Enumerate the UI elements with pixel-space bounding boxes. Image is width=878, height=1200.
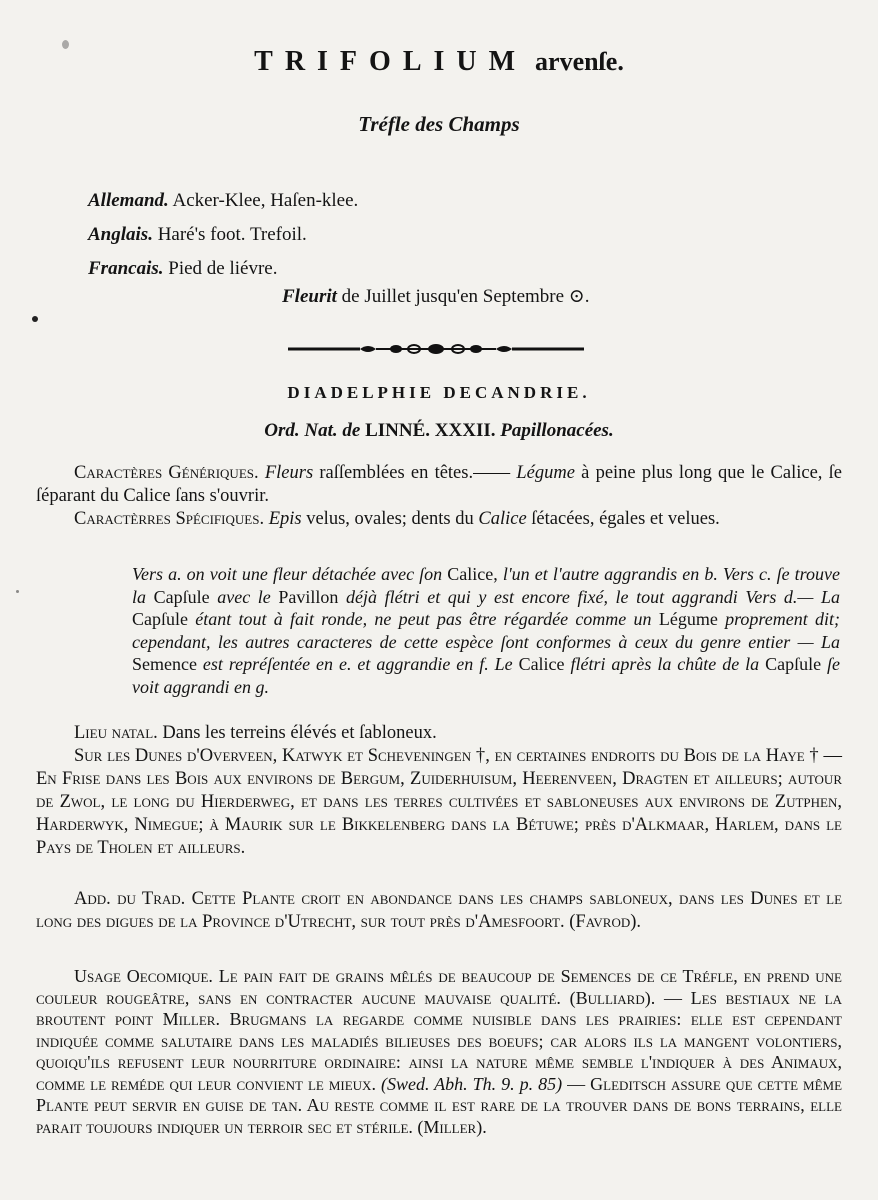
figure-text: l'un et l'autre aggrandis en b. Vers c. ſe trouve la — [132, 564, 840, 607]
figure-term: Capſule — [153, 586, 210, 607]
figure-text: proprement dit; cependant, les autres caracteres de cette espèce ſont conformes à ceux du genre entier — La — [132, 609, 840, 652]
ink-speck — [16, 590, 19, 593]
habitat-text: Sur les Dunes d'Overveen, Katwyk et Scheveningen †, en certaines endroits du Bois de la Haye † — En Friſe dans les Bois aux environs de Bergum, Zuiderhuisum, Heerenveen, Dragten et ailleurs; autour de Zwol, le long du Hierderweg, et dans les terres cultivées et ſabloneuſes aux environs de Zutphen, Harderwyk, Nimegue; à Maurik ſur le Bikkelenberg dans la Bétuwe; près d'Alkmaar, Harlem, dans le Pays de Tholen et ailleurs. — [36, 746, 842, 858]
figure-text: flétri après la chûte de la — [570, 654, 760, 674]
ord-number: XXXII. — [434, 420, 496, 441]
habitat-label: Lieu natal. — [74, 723, 158, 743]
figure-term: Calice, — [447, 564, 498, 584]
habitat-intro — [36, 722, 842, 745]
ink-speck — [62, 40, 69, 49]
habitat-intro-text: Dans les terreins élévés et ſabloneux. — [162, 723, 437, 743]
common-name-german — [88, 184, 358, 218]
language-label: Francais. — [88, 258, 164, 279]
common-name-text: Acker-Klee, Haſen-klee. — [172, 190, 359, 211]
translator-text: Cette Plante croit en abondance dans les champs ſabloneux, dans les Dunes et le long des digues de la Province d'Utrecht, ſur tout près d'Amesfoort. (Favrod). — [36, 889, 843, 932]
generic-text: raſſemblées en têtes.—— — [319, 463, 511, 483]
ornament-divider — [288, 340, 584, 358]
economic-use-section — [36, 966, 842, 1138]
classification-heading: DIADELPHIE DECANDRIE. — [287, 383, 591, 402]
ink-speck — [32, 316, 38, 322]
ord-family: Papillonacées. — [500, 420, 614, 441]
generic-characters — [36, 462, 842, 508]
page-title — [0, 46, 878, 78]
figure-text: est repréſentée en e. et aggrandie en f. Le — [202, 654, 513, 674]
economic-label: Usage Oecomique. — [74, 966, 213, 986]
ord-label: Ord. Nat. de — [264, 420, 361, 441]
specific-label: Caractèrres Spécifiques. — [74, 509, 265, 529]
flowering-period — [282, 285, 589, 308]
figure-term: Calice — [518, 654, 565, 674]
figure-text: ſe voit aggrandi en g. — [132, 654, 841, 697]
figure-text: déjà flétri et qui y est encore fixé, le tout aggrandi Vers d.— La — [346, 586, 841, 607]
economic-citation: (Swed. Abh. Th. 9. p. 85) — [380, 1073, 563, 1094]
translator-note — [36, 888, 842, 934]
habitat-section — [36, 722, 842, 860]
figure-text: avec le — [217, 586, 271, 607]
flowering-text: de Juillet jusqu'en Septembre ⊙. — [341, 286, 590, 307]
generic-term: Légume — [516, 463, 575, 483]
common-name-french — [88, 252, 358, 286]
characters-section — [36, 462, 842, 531]
common-name-english — [88, 218, 358, 252]
common-names — [88, 184, 358, 286]
figure-term: Capſule — [132, 609, 188, 629]
natural-order — [0, 420, 878, 442]
figure-text: Vers a. on voit une fleur détachée avec ſon — [132, 564, 443, 584]
common-name-text: Pied de liévre. — [168, 258, 278, 279]
specific-term: Calice — [478, 509, 527, 529]
economic-paragraph — [36, 966, 842, 1138]
translator-label: Add. du Trad. — [74, 889, 186, 909]
flowering-label: Fleurit — [282, 286, 337, 307]
specific-characters — [36, 508, 842, 531]
figure-term: Légume — [658, 609, 718, 629]
figure-term: Semence — [132, 654, 197, 674]
economic-text: — Gleditsch asſure que cette même Plante peut ſervir en guiſe de tan. Au reste comme il est rare de la trouver dans de bons terrains, elle parait toujours indiquer un terroir ſec et ſtérile. (Miller). — [36, 1073, 843, 1137]
generic-term: Fleurs — [264, 463, 314, 483]
figure-explanation — [132, 563, 840, 698]
economic-text: Le pain fait de grains mêlés de beaucoup de Semences de ce Tréfle, en prend une couleur rougeâtre, ſans en contracter aucune mauvaiſe qualité. (Bulliard). — Les beſtiaux ne la broutent point Miller. Brugmans la regarde comme nuiſible dans les prairies: elle est cependant indiquée comme ſalutaire dans les maladiés bilieuſes des boeufs; car alors ils la mangent volontiers, quoiqu'ils refuſent leur nourriture ordinaire: ainſi la nature même ſemble l'indiquer à des Animaux, comme le reméde qui leur convient le mieux. — [36, 966, 842, 1094]
specific-term: Epis — [268, 509, 302, 529]
generic-label: Caractères Génériques. — [74, 463, 259, 483]
language-label: Anglais. — [88, 224, 153, 245]
figure-term: Pavillon — [278, 586, 339, 607]
translator-paragraph — [36, 888, 842, 934]
specific-text: velus, ovales; dents du — [306, 509, 474, 529]
figure-term: Capſule — [765, 654, 822, 674]
language-label: Allemand. — [88, 190, 169, 211]
figure-text: étant tout à fait ronde, ne peut pas être régardée comme un — [195, 609, 652, 629]
title-species: arvenſe. — [535, 47, 624, 76]
generic-text: à peine plus long que le Calice, ſe ſéparant du Calice ſans s'ouvrir. — [36, 463, 843, 506]
common-name-text: Haré's foot. Trefoil. — [157, 224, 307, 245]
page-subtitle: Tréfle des Champs — [358, 112, 520, 136]
ord-author: LINNÉ. — [365, 420, 431, 441]
title-genus: TRIFOLIUM — [254, 46, 528, 77]
specific-text: ſétacées, égales et velues. — [531, 509, 720, 529]
